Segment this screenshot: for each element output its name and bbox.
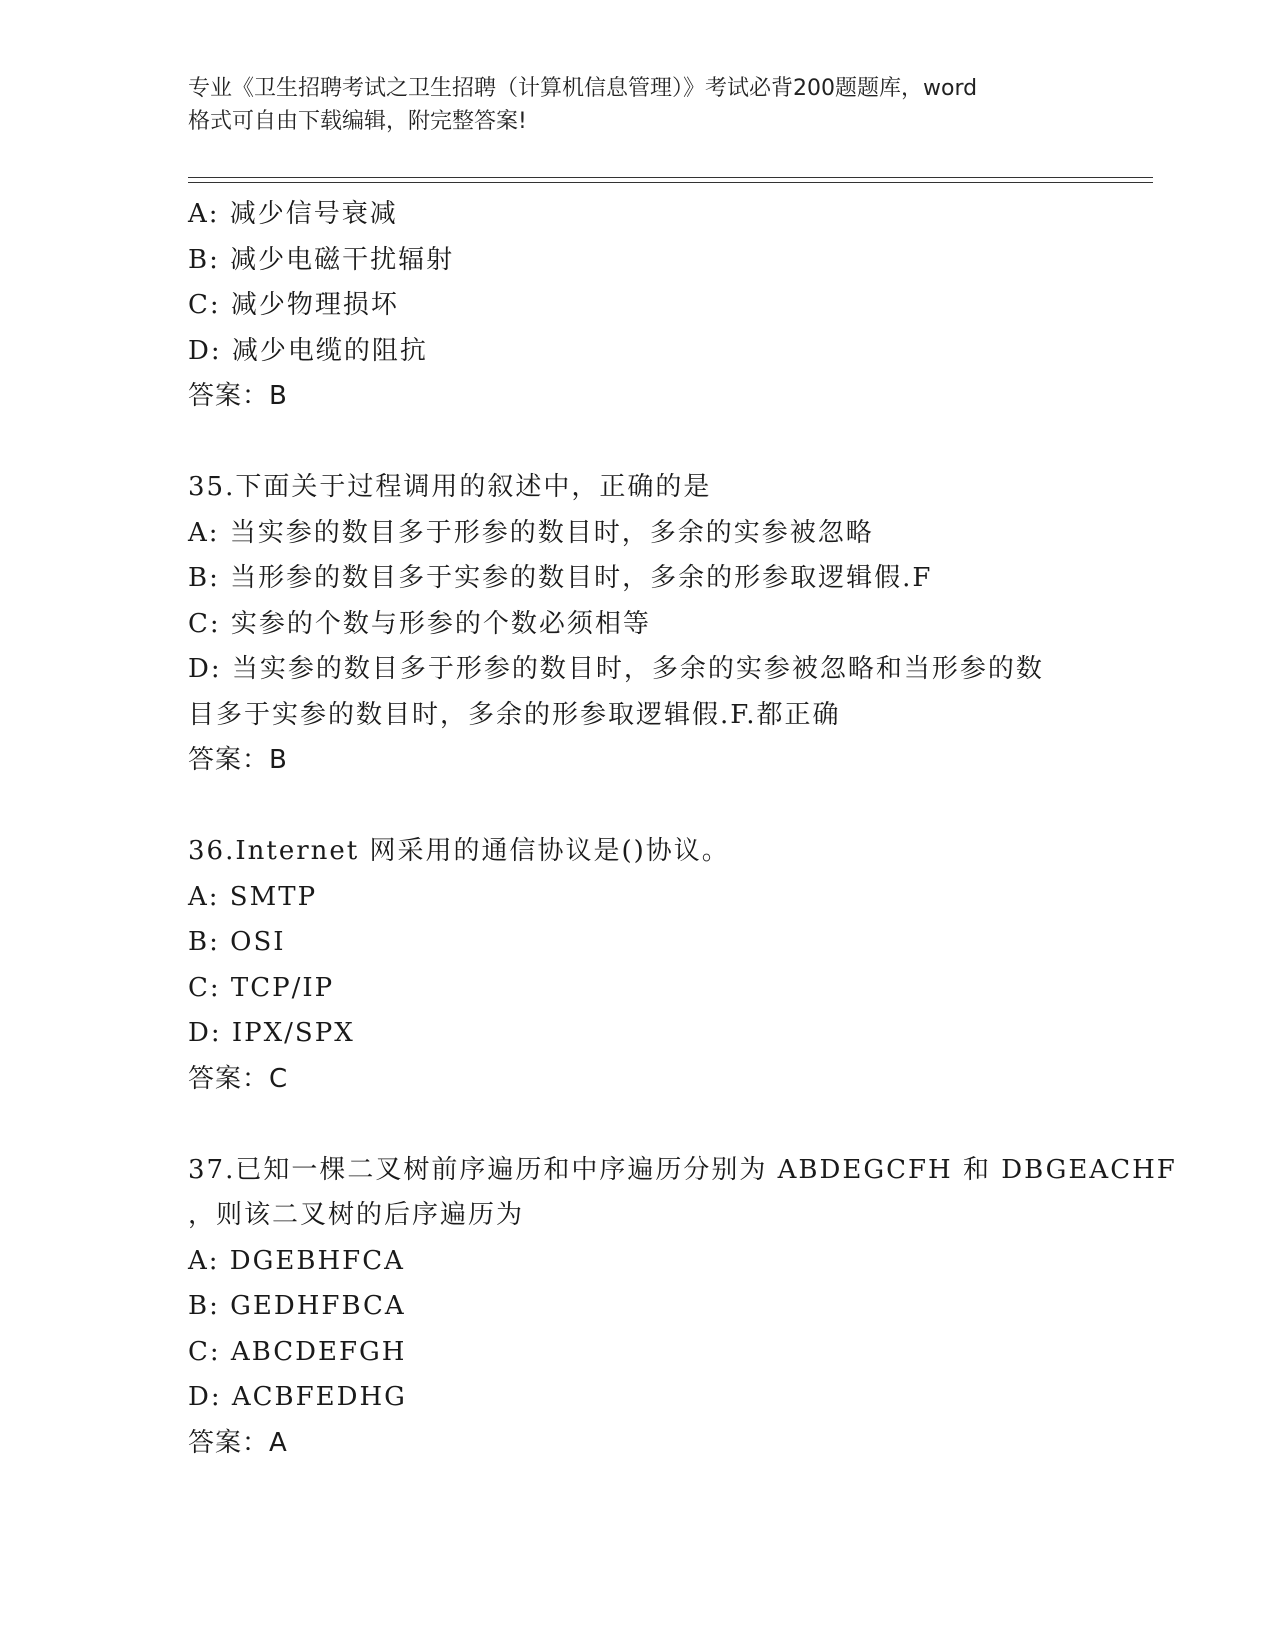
question-stem: 35.下面关于过程调用的叙述中，正确的是 xyxy=(188,472,712,502)
question-37 xyxy=(188,1148,1177,1467)
option-a: A: SMTP xyxy=(188,881,318,912)
answer: 答案：C xyxy=(188,1063,289,1094)
option-d-continued: 目多于实参的数目时，多余的形参取逻辑假.F.都正确 xyxy=(188,699,841,730)
answer: 答案：A xyxy=(188,1427,288,1458)
question-35 xyxy=(188,465,1088,784)
option-c: C: 减少物理损坏 xyxy=(188,290,399,320)
document-header xyxy=(188,72,1088,138)
option-b: B: GEDHFBCA xyxy=(188,1291,406,1321)
question-stem: 37.已知一棵二叉树前序遍历和中序遍历分别为 ABDEGCFH 和 DBGEACHF xyxy=(188,1154,1177,1185)
option-d: D: 减少电缆的阻抗 xyxy=(188,335,428,366)
option-d: D: ACBFEDHG xyxy=(188,1382,407,1412)
header-line-2: 格式可自由下载编辑，附完整答案! xyxy=(188,109,527,134)
question-34 xyxy=(188,192,1088,420)
option-a: A: 当实参的数目多于形参的数目时，多余的实参被忽略 xyxy=(188,517,874,548)
question-stem: 36.Internet 网采用的通信协议是()协议。 xyxy=(188,836,730,866)
option-b: B: 减少电磁干扰辐射 xyxy=(188,244,455,275)
option-a: A: 减少信号衰减 xyxy=(188,199,398,229)
question-36 xyxy=(188,829,1088,1102)
answer: 答案：B xyxy=(188,381,288,411)
option-d: D: 当实参的数目多于形参的数目时，多余的实参被忽略和当形参的数 xyxy=(188,654,1044,684)
question-list xyxy=(188,192,1177,1466)
option-c: C: TCP/IP xyxy=(188,972,335,1003)
option-c: C: ABCDEFGH xyxy=(188,1336,407,1367)
option-a: A: DGEBHFCA xyxy=(188,1245,405,1276)
header-line-1: 专业《卫生招聘考试之卫生招聘（计算机信息管理）》考试必背200题题库，word xyxy=(188,76,978,101)
option-b: B: OSI xyxy=(188,927,286,957)
spacer xyxy=(188,420,1088,466)
spacer xyxy=(188,1102,1088,1148)
spacer xyxy=(188,784,1088,830)
question-stem-continued: ，则该二叉树的后序遍历为 xyxy=(188,1200,525,1230)
option-d: D: IPX/SPX xyxy=(188,1018,355,1048)
header-rule-top xyxy=(188,177,1153,178)
option-b: B: 当形参的数目多于实参的数目时，多余的形参取逻辑假.F xyxy=(188,563,933,593)
header-rule-bottom xyxy=(188,182,1153,183)
answer: 答案：B xyxy=(188,745,288,775)
option-c: C: 实参的个数与形参的个数必须相等 xyxy=(188,608,651,639)
